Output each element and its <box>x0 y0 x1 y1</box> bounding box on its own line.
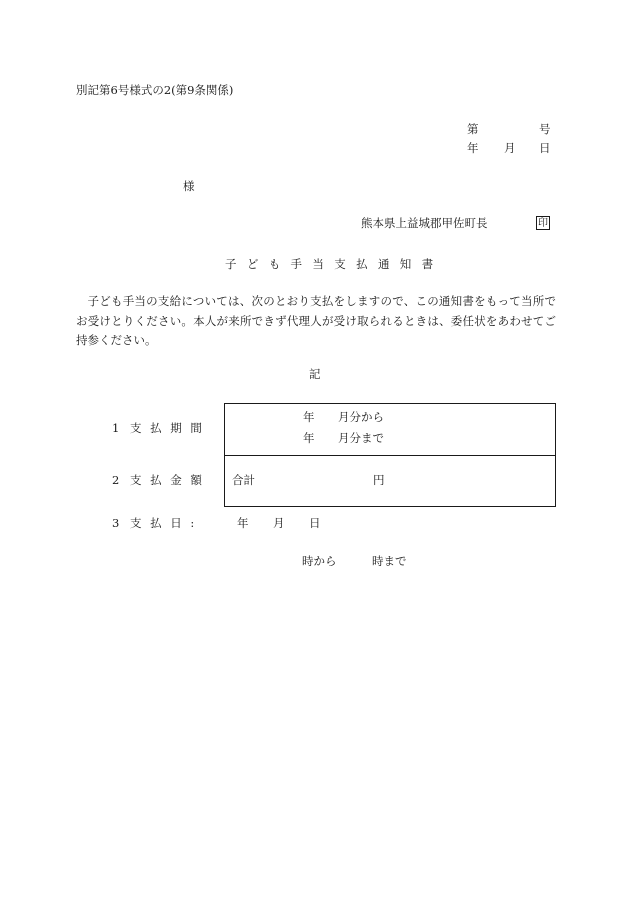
issuer-name: 熊本県上益城郡甲佐町長 <box>361 216 488 230</box>
date-label: 支払日: <box>130 516 203 530</box>
date-year-label: 年 <box>467 141 479 155</box>
amount-unit: 円 <box>373 473 385 487</box>
date-month-label: 月 <box>504 141 516 155</box>
amount-label: 支払金額 <box>130 473 211 487</box>
period-label: 支払期間 <box>130 421 211 435</box>
date-day-label: 日 <box>539 141 551 155</box>
time-from: 時から <box>302 554 337 568</box>
period-from-year: 年 <box>303 410 315 424</box>
time-to: 時まで <box>372 554 407 568</box>
number-suffix: 号 <box>539 122 551 136</box>
pay-date-day: 日 <box>309 516 321 530</box>
period-to-year: 年 <box>303 431 315 445</box>
number-prefix: 第 <box>467 122 479 136</box>
document-title: 子ども手当支払通知書 <box>225 257 444 271</box>
amount-number: 2 <box>112 473 120 487</box>
ki-label: 記 <box>309 367 321 381</box>
period-number: 1 <box>112 421 120 435</box>
table-divider <box>224 455 556 456</box>
pay-date-year: 年 <box>237 516 249 530</box>
recipient-suffix: 様 <box>183 179 195 193</box>
amount-total-label: 合計 <box>232 473 255 487</box>
body-paragraph: 子ども手当の支給については、次のとおり支払をしますので、この通知書をもって当所でお受けとりください。本人が来所できず代理人が受け取られるときは、委任状をあわせてご持参ください。 <box>76 294 556 347</box>
period-from-month: 月分から <box>338 410 384 424</box>
date-number: 3 <box>112 516 120 530</box>
pay-date-month: 月 <box>273 516 285 530</box>
form-id: 別記第6号様式の2(第9条関係) <box>76 83 234 97</box>
period-to-month: 月分まで <box>338 431 384 445</box>
seal-stamp: 印 <box>538 218 548 229</box>
